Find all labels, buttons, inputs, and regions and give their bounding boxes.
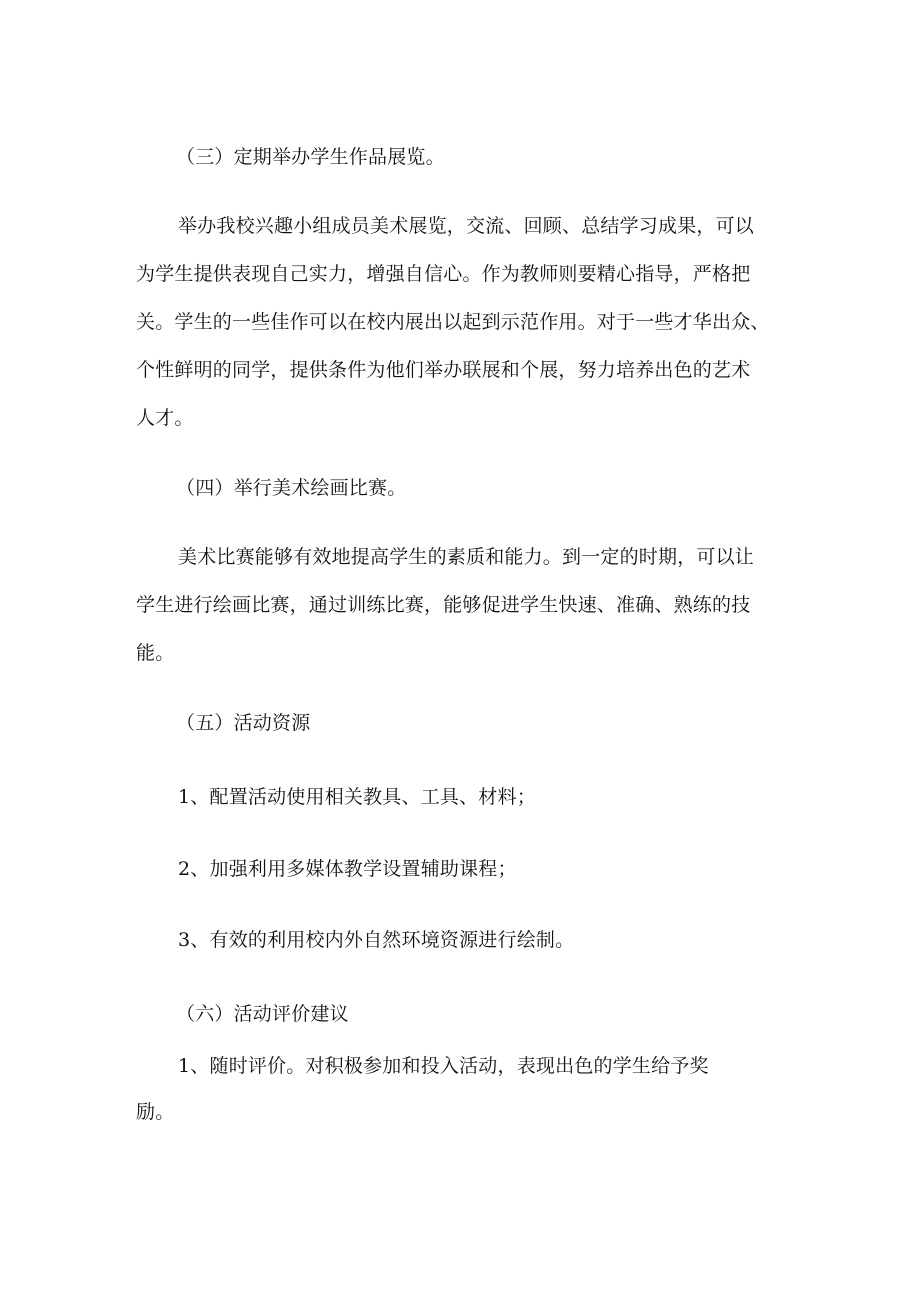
section-four-paragraph-line: 美术比赛能够有效地提高学生的素质和能力。到一定的时期，可以让 [178,546,755,568]
section-four-paragraph-line: 学生进行绘画比赛，通过训练比赛，能够促进学生快速、准确、熟练的技 [136,594,751,616]
section-three-paragraph-line: 个性鲜明的同学，提供条件为他们举办联展和个展，努力培养出色的艺术 [136,359,751,381]
section-six-item-line: 1、随时评价。对积极参加和投入活动，表现出色的学生给予奖 [178,1055,709,1077]
section-five-item: 2、加强利用多媒体教学设置辅助课程； [178,858,517,880]
section-three-paragraph-line: 为学生提供表现自己实力，增强自信心。作为教师则要精心指导，严格把 [136,263,751,285]
section-five-item: 1、配置活动使用相关教具、工具、材料； [178,786,536,808]
section-five-item: 3、有效的利用校内外自然环境资源进行绘制。 [178,929,575,951]
section-four-paragraph-line: 能。 [136,642,175,664]
section-four-heading: （四）举行美术绘画比赛。 [176,477,407,499]
section-three-paragraph-line: 人才。 [136,407,194,429]
section-three-paragraph-line: 举办我校兴趣小组成员美术展览，交流、回顾、总结学习成果，可以 [178,215,755,237]
section-three-paragraph-line: 关。学生的一些佳作可以在校内展出以起到示范作用。对于一些才华出众、 [136,311,770,333]
section-six-heading: （六）活动评价建议 [176,1003,349,1025]
section-six-item-line: 励。 [136,1101,175,1123]
section-three-heading: （三）定期举办学生作品展览。 [176,146,445,168]
section-five-heading: （五）活动资源 [176,712,311,734]
